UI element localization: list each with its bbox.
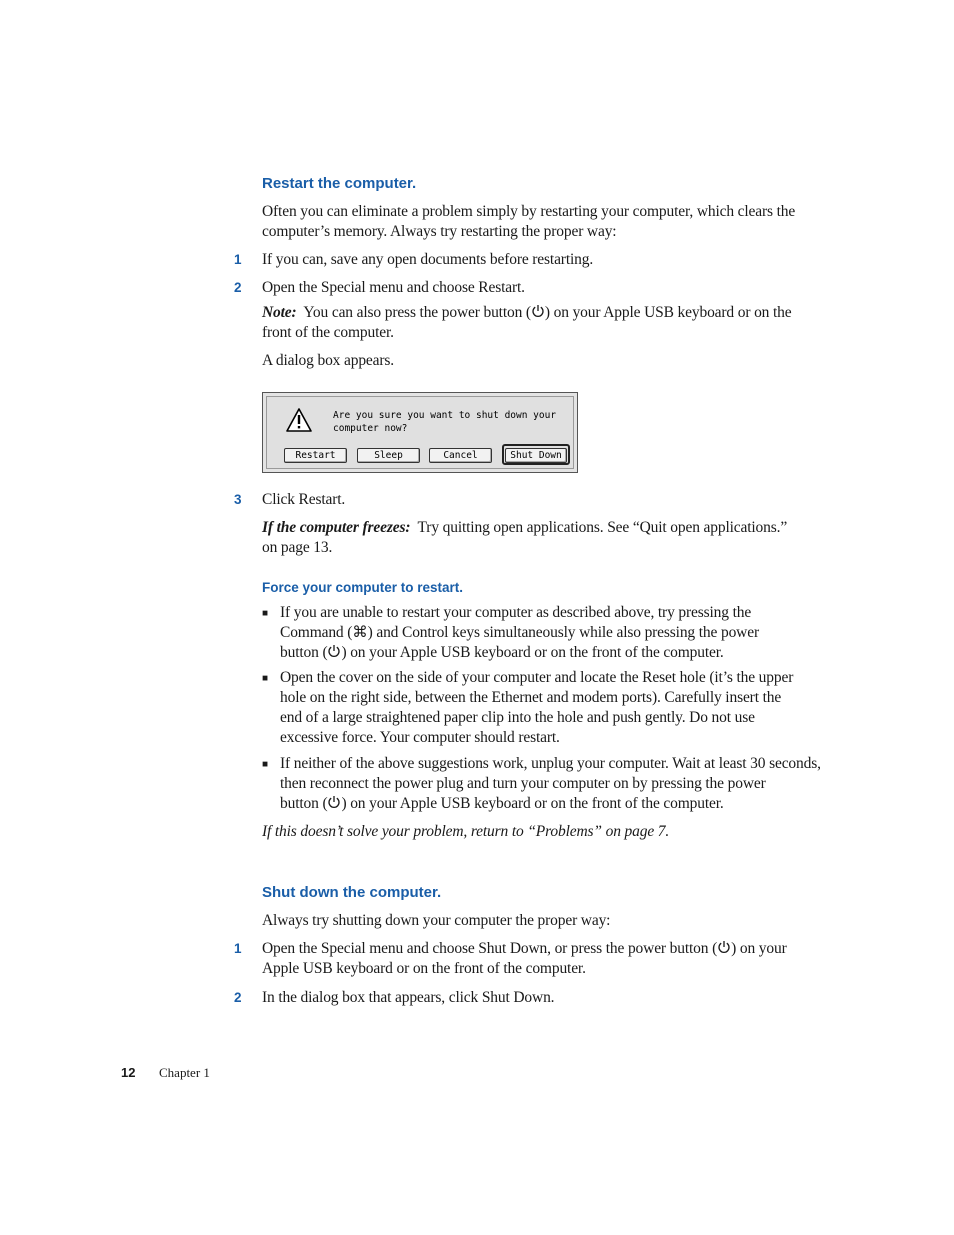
shut-down-button[interactable]: Shut Down: [505, 448, 567, 463]
section-heading-shutdown: Shut down the computer.: [262, 884, 442, 901]
power-icon: [717, 940, 731, 954]
text-part: ) on your Apple USB keyboard or on the front of the computer.: [341, 795, 724, 812]
force-bullet-1: [280, 603, 805, 663]
dialog-appears-text: A dialog box appears.: [262, 352, 395, 369]
power-icon: [327, 644, 341, 658]
dialog-message: [333, 409, 563, 435]
restart-button[interactable]: Restart: [284, 448, 347, 463]
step-number: 2: [234, 990, 242, 1005]
force-bullet-2: Open the cover on the side of your computer and locate the Reset hole (it’s the upper hole on the right side, between the Ethernet and modem ports). Carefully insert the end of a large straightened paper clip into the hole and push gently. Do not use excessive force. Your computer should restart.: [280, 669, 794, 746]
force-bullet-1-line-2: Command (⌘) and Control keys simultaneously while also pressing the power: [280, 624, 759, 641]
restart-intro: Often you can eliminate a problem simply by restarting your computer, which clears the computer’s memory. Always try restarting the proper way:: [262, 203, 796, 240]
freeze-text: Try quitting open applications. See “Quit open applications.” on page 13.: [262, 519, 788, 556]
caution-triangle-icon: [285, 407, 313, 433]
text-part: ) on your Apple USB keyboard or on the front of the computer.: [341, 644, 724, 661]
step-number: 3: [234, 492, 242, 507]
bullet-marker: ■: [262, 673, 269, 684]
page-number: 12: [121, 1065, 136, 1080]
step-number: 1: [234, 941, 242, 956]
shutdown-dialog: [262, 392, 578, 473]
subheading-force-restart: Force your computer to restart.: [262, 580, 464, 595]
section-heading-restart: Restart the computer.: [262, 175, 417, 192]
note-text-end: ) on your Apple USB keyboard or on the front of the computer.: [262, 304, 792, 341]
restart-step-2: Open the Special menu and choose Restart.: [262, 279, 525, 296]
force-bullet-3: [280, 754, 821, 814]
text-part: button (: [280, 644, 328, 661]
note-text-start: You can also press the power button (: [303, 304, 531, 321]
shutdown-step-2: In the dialog box that appears, click Shut Down.: [262, 989, 555, 1006]
force-bullet-3-line-1: If neither of the above suggestions work, unplug your computer. Wait at least 30 seconds,: [280, 755, 821, 772]
bullet-marker: ■: [262, 759, 269, 770]
freeze-note: [262, 518, 802, 558]
chapter-label: Chapter 1: [159, 1065, 210, 1080]
force-bullet-3-line-2: then reconnect the power plug and turn your computer on by pressing the power: [280, 775, 766, 792]
text-part: ) on your: [731, 940, 787, 957]
text-part: Open the Special menu and choose Shut Down, or press the power button (: [262, 940, 718, 957]
note-label: Note:: [262, 304, 297, 321]
shutdown-step-1: [262, 939, 802, 979]
restart-note: [262, 303, 802, 343]
step-number: 1: [234, 252, 242, 267]
freeze-label: If the computer freezes:: [262, 519, 411, 536]
return-to-problems-link[interactable]: If this doesn’t solve your problem, return to “Problems” on page 7.: [262, 823, 670, 840]
restart-step-3: Click Restart.: [262, 491, 346, 508]
power-icon: [327, 795, 341, 809]
bullet-marker: ■: [262, 608, 269, 619]
dialog-message-line-1: Are you sure you want to shut down your: [333, 410, 557, 421]
force-bullet-1-line-1: If you are unable to restart your computer as described above, try pressing the: [280, 604, 752, 621]
cancel-button[interactable]: Cancel: [429, 448, 492, 463]
power-icon: [531, 304, 545, 318]
step-number: 2: [234, 280, 242, 295]
shutdown-intro: Always try shutting down your computer the proper way:: [262, 912, 611, 929]
force-bullet-1-line-3: [280, 643, 805, 663]
sleep-button[interactable]: Sleep: [357, 448, 420, 463]
dialog-panel: [266, 396, 574, 469]
force-bullet-3-line-3: [280, 794, 810, 814]
restart-step-1: If you can, save any open documents before restarting.: [262, 251, 594, 268]
shutdown-step-1-line-1: [262, 939, 802, 959]
shutdown-step-1-line-2: Apple USB keyboard or on the front of the computer.: [262, 960, 586, 977]
text-part: button (: [280, 795, 328, 812]
dialog-message-line-2: computer now?: [333, 423, 408, 434]
